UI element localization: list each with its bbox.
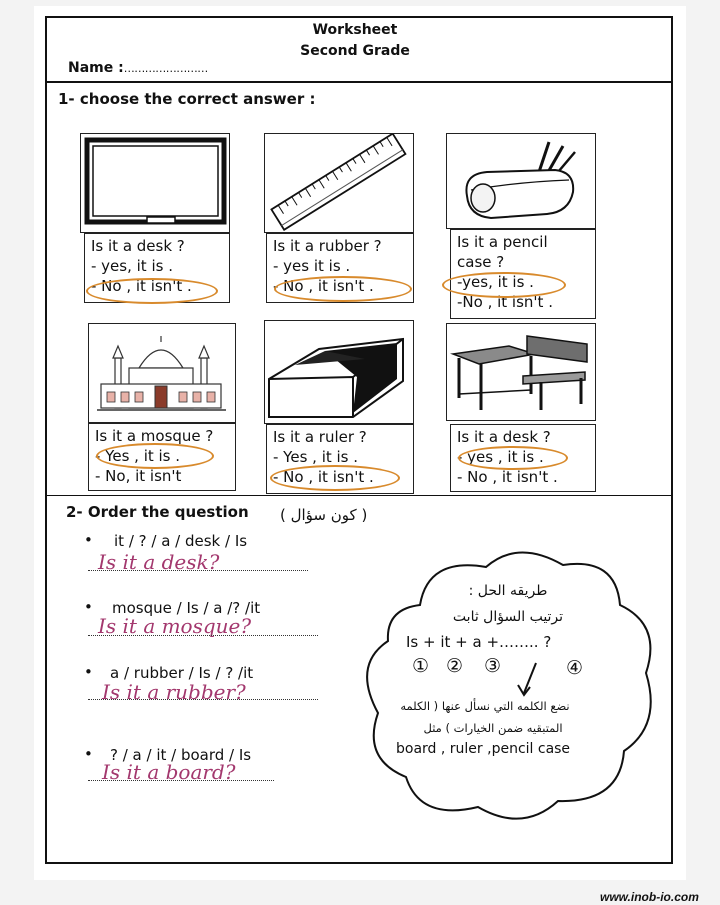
name-label: Name : <box>68 60 124 76</box>
section2-heading-arabic: ( كون سؤال ) <box>280 506 368 524</box>
step-3-icon: ③ <box>484 655 502 677</box>
step-1-icon: ① <box>412 655 430 677</box>
answer-circle <box>442 272 566 298</box>
card-4-no: - No, it isn't <box>95 467 182 485</box>
card-5-yes: - Yes , it is . <box>273 448 359 466</box>
answer-circle <box>458 446 568 470</box>
cloud-examples: board , ruler ,pencil case <box>396 741 571 757</box>
cloud-formula: Is + it + a +…….. ? <box>406 633 552 651</box>
answer-circle <box>270 465 400 491</box>
name-dots: …………………… <box>123 62 208 75</box>
pencil-case-picture <box>446 133 596 229</box>
card-2-yes: - yes it is . <box>273 257 351 275</box>
answer-line-1 <box>88 570 308 571</box>
answer-line-2 <box>88 635 318 636</box>
cloud-instruction-1: نضع الكلمه التي نسأل عنها ( الكلمه <box>400 699 570 713</box>
card-5-question: Is it a ruler ? <box>273 428 367 446</box>
card-2-question: Is it a rubber ? <box>273 237 382 255</box>
cloud-instruction-2: المتبقيه ضمن الخيارات ) مثل <box>423 721 563 735</box>
section-divider <box>45 495 673 496</box>
answer-line-3 <box>88 699 318 700</box>
card-1-question: Is it a desk ? <box>91 237 185 255</box>
answer-circle <box>96 443 214 469</box>
section1-heading: 1- choose the correct answer : <box>58 90 316 108</box>
card-2-no: - No , it isn't . <box>273 277 374 295</box>
card-4-yes: - Yes , it is . <box>95 447 181 465</box>
cloud-method-title: طريقه الحل : <box>468 583 548 599</box>
scrambled-words-4: ? / a / it / board / Is <box>110 746 252 764</box>
card-3-yes: -yes, it is . <box>457 273 534 291</box>
card-3-question: Is it a pencil <box>457 233 548 251</box>
answer-circle <box>86 278 218 304</box>
answer-3: Is it a rubber? <box>102 680 246 704</box>
answer-4: Is it a board? <box>102 760 236 784</box>
ruler-picture <box>264 133 414 233</box>
answer-1: Is it a desk? <box>98 550 220 574</box>
bullet-3: • <box>84 663 93 681</box>
card-6-yes: - yes , it is . <box>457 448 544 466</box>
header-divider <box>45 81 673 83</box>
hint-cloud <box>358 545 663 830</box>
answer-line-4 <box>88 780 274 781</box>
scrambled-words-1: it / ? / a / desk / Is <box>114 532 248 550</box>
bullet-1: • <box>84 531 93 549</box>
name-field <box>68 60 208 76</box>
section2-heading: 2- Order the question <box>66 503 249 521</box>
blackboard-picture <box>80 133 230 233</box>
card-3-question-cont: case ? <box>457 253 505 271</box>
worksheet-title: Worksheet <box>312 22 398 38</box>
card-4-question: Is it a mosque ? <box>95 427 214 445</box>
bullet-2: • <box>84 598 93 616</box>
bullet-4: • <box>84 745 93 763</box>
card-3-no: -No , it isn't . <box>457 293 553 311</box>
card-5-no: - No , it isn't . <box>273 468 374 486</box>
desk-picture <box>446 323 596 421</box>
cloud-fixed-order: ترتيب السؤال ثابت <box>452 609 564 625</box>
website-watermark: www.inob-io.com <box>600 890 699 904</box>
answer-2: Is it a mosque? <box>98 614 252 638</box>
card-1-yes: - yes, it is . <box>91 257 173 275</box>
scrambled-words-3: a / rubber / Is / ? /it <box>110 664 254 682</box>
card-6-no: - No , it isn't . <box>457 468 558 486</box>
answer-circle <box>274 276 412 302</box>
step-4-icon: ④ <box>566 657 584 679</box>
step-2-icon: ② <box>446 655 464 677</box>
scrambled-words-2: mosque / Is / a /? /it <box>112 599 261 617</box>
card-6-question: Is it a desk ? <box>457 428 551 446</box>
grade-subtitle: Second Grade <box>300 43 410 59</box>
rubber-picture <box>264 320 414 424</box>
mosque-picture <box>88 323 236 423</box>
card-1-no: - No , it isn't . <box>91 277 192 295</box>
